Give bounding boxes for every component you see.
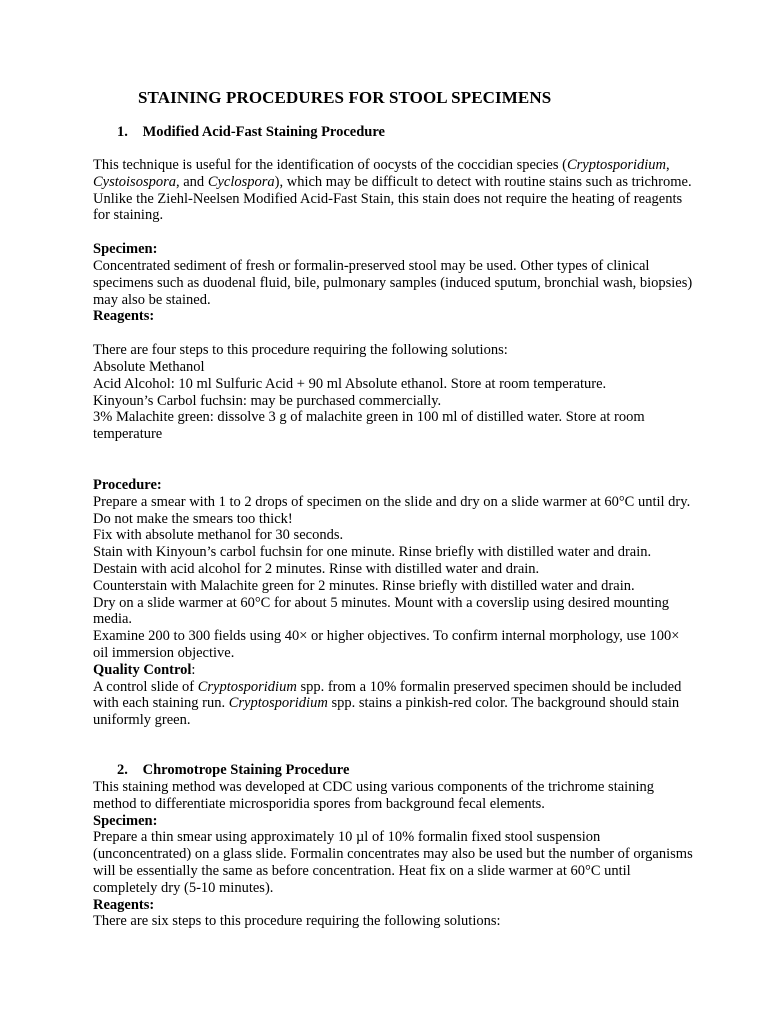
reagent-item: Absolute Methanol (93, 358, 205, 375)
procedure-step: Destain with acid alcohol for 2 minutes. Rinse with distilled water and drain. (93, 560, 540, 577)
quality-control-text (93, 679, 693, 729)
section-1-intro (93, 157, 693, 224)
qc-text: spp. stains a pinkish-red color. The background should stain uniformly green. (93, 695, 680, 729)
procedure-step: Counterstain with Malachite green for 2 minutes. Rinse briefly with distilled water and drain. (93, 577, 635, 594)
intro-text: This technique is useful for the identification of oocysts of the coccidian species ( (93, 157, 567, 173)
specimen-heading: Specimen: (93, 812, 158, 829)
reagent-item: Kinyoun’s Carbol fuchsin: may be purchased commercially. (93, 392, 442, 409)
section-1-title: Modified Acid-Fast Staining Procedure (142, 124, 385, 140)
procedure-step: Stain with Kinyoun’s carbol fuchsin for one minute. Rinse briefly with distilled water and drain. (93, 544, 652, 561)
reagents-intro: There are six steps to this procedure requiring the following solutions: (93, 913, 501, 930)
intro-text: ), which may be difficult to detect with routine stains such as trichrome. Unlike the Ziehl-Neelsen Modified Acid-Fast Stain, this stain does not require the heating of reagents for staining. (93, 173, 692, 224)
procedure-step: Fix with absolute methanol for 30 seconds. (93, 527, 344, 544)
reagents-heading: Reagents: (93, 896, 155, 913)
specimen-text: Prepare a thin smear using approximately 10 µl of 10% formalin fixed stool suspension (unconcentrated) on a glass slide. Formalin concentrates may also be used but the number of organisms will be essentially the same as before concentration. Heat fix on a slide warmer at 60°C until completely dry (5-10 minutes). (93, 829, 693, 896)
section-1-number: 1. (117, 124, 128, 140)
reagents-intro: There are four steps to this procedure requiring the following solutions: (93, 342, 508, 359)
procedure-heading: Procedure: (93, 476, 162, 493)
procedure-step: Prepare a smear with 1 to 2 drops of specimen on the slide and dry on a slide warmer at 60°C until dry. Do not make the smears too thick! (93, 493, 691, 527)
intro-genus-3: Cyclospora (207, 173, 275, 190)
qc-genus: Cryptosporidium (197, 678, 297, 695)
section-2-title: Chromotrope Staining Procedure (142, 762, 350, 778)
procedure-step: Examine 200 to 300 fields using 40× or higher objectives. To confirm internal morphology, use 100× oil immersion objective. (93, 628, 680, 661)
section-2-heading (117, 762, 349, 779)
reagents-heading: Reagents: (93, 308, 155, 325)
section-1-body (93, 157, 693, 729)
intro-genus-1: Cryptosporidium (566, 157, 667, 173)
reagent-item: Acid Alcohol: 10 ml Sulfuric Acid + 90 ml Absolute ethanol. Store at room temperature. (93, 375, 607, 392)
section-2-body (93, 779, 693, 930)
procedure-step: Dry on a slide warmer at 60°C for about 5 minutes. Mount with a coverslip using desired mounting media. (93, 594, 670, 628)
section-2-intro: This staining method was developed at CDC using various components of the trichrome staining method to differentiate microsporidia spores from background fecal elements. (93, 779, 654, 812)
intro-text: , (666, 157, 670, 173)
reagent-item: 3% Malachite green: dissolve 3 g of malachite green in 100 ml of distilled water. Store at room temperature (93, 409, 645, 443)
qc-text: A control slide of (93, 678, 198, 695)
section-1-heading (117, 124, 385, 141)
qc-colon: : (191, 661, 196, 678)
qc-text: spp. from a 10% formalin preserved specimen should be included with each staining run. (93, 678, 682, 712)
qc-genus: Cryptosporidium (228, 695, 328, 712)
intro-genus-2: Cystoisospora (93, 173, 176, 190)
section-2-number: 2. (117, 762, 128, 778)
specimen-text: Concentrated sediment of fresh or formalin-preserved stool may be used. Other types of clinical specimens such as duodenal fluid, bile, pulmonary samples (induced sputum, bronchial wash, biopsies) may also be stained. (93, 257, 693, 308)
quality-control-heading (93, 662, 693, 679)
intro-text: , and (176, 173, 208, 190)
specimen-heading: Specimen: (93, 241, 158, 258)
qc-heading-label: Quality Control (93, 661, 192, 678)
document-title: STAINING PROCEDURES FOR STOOL SPECIMENS (138, 88, 552, 107)
